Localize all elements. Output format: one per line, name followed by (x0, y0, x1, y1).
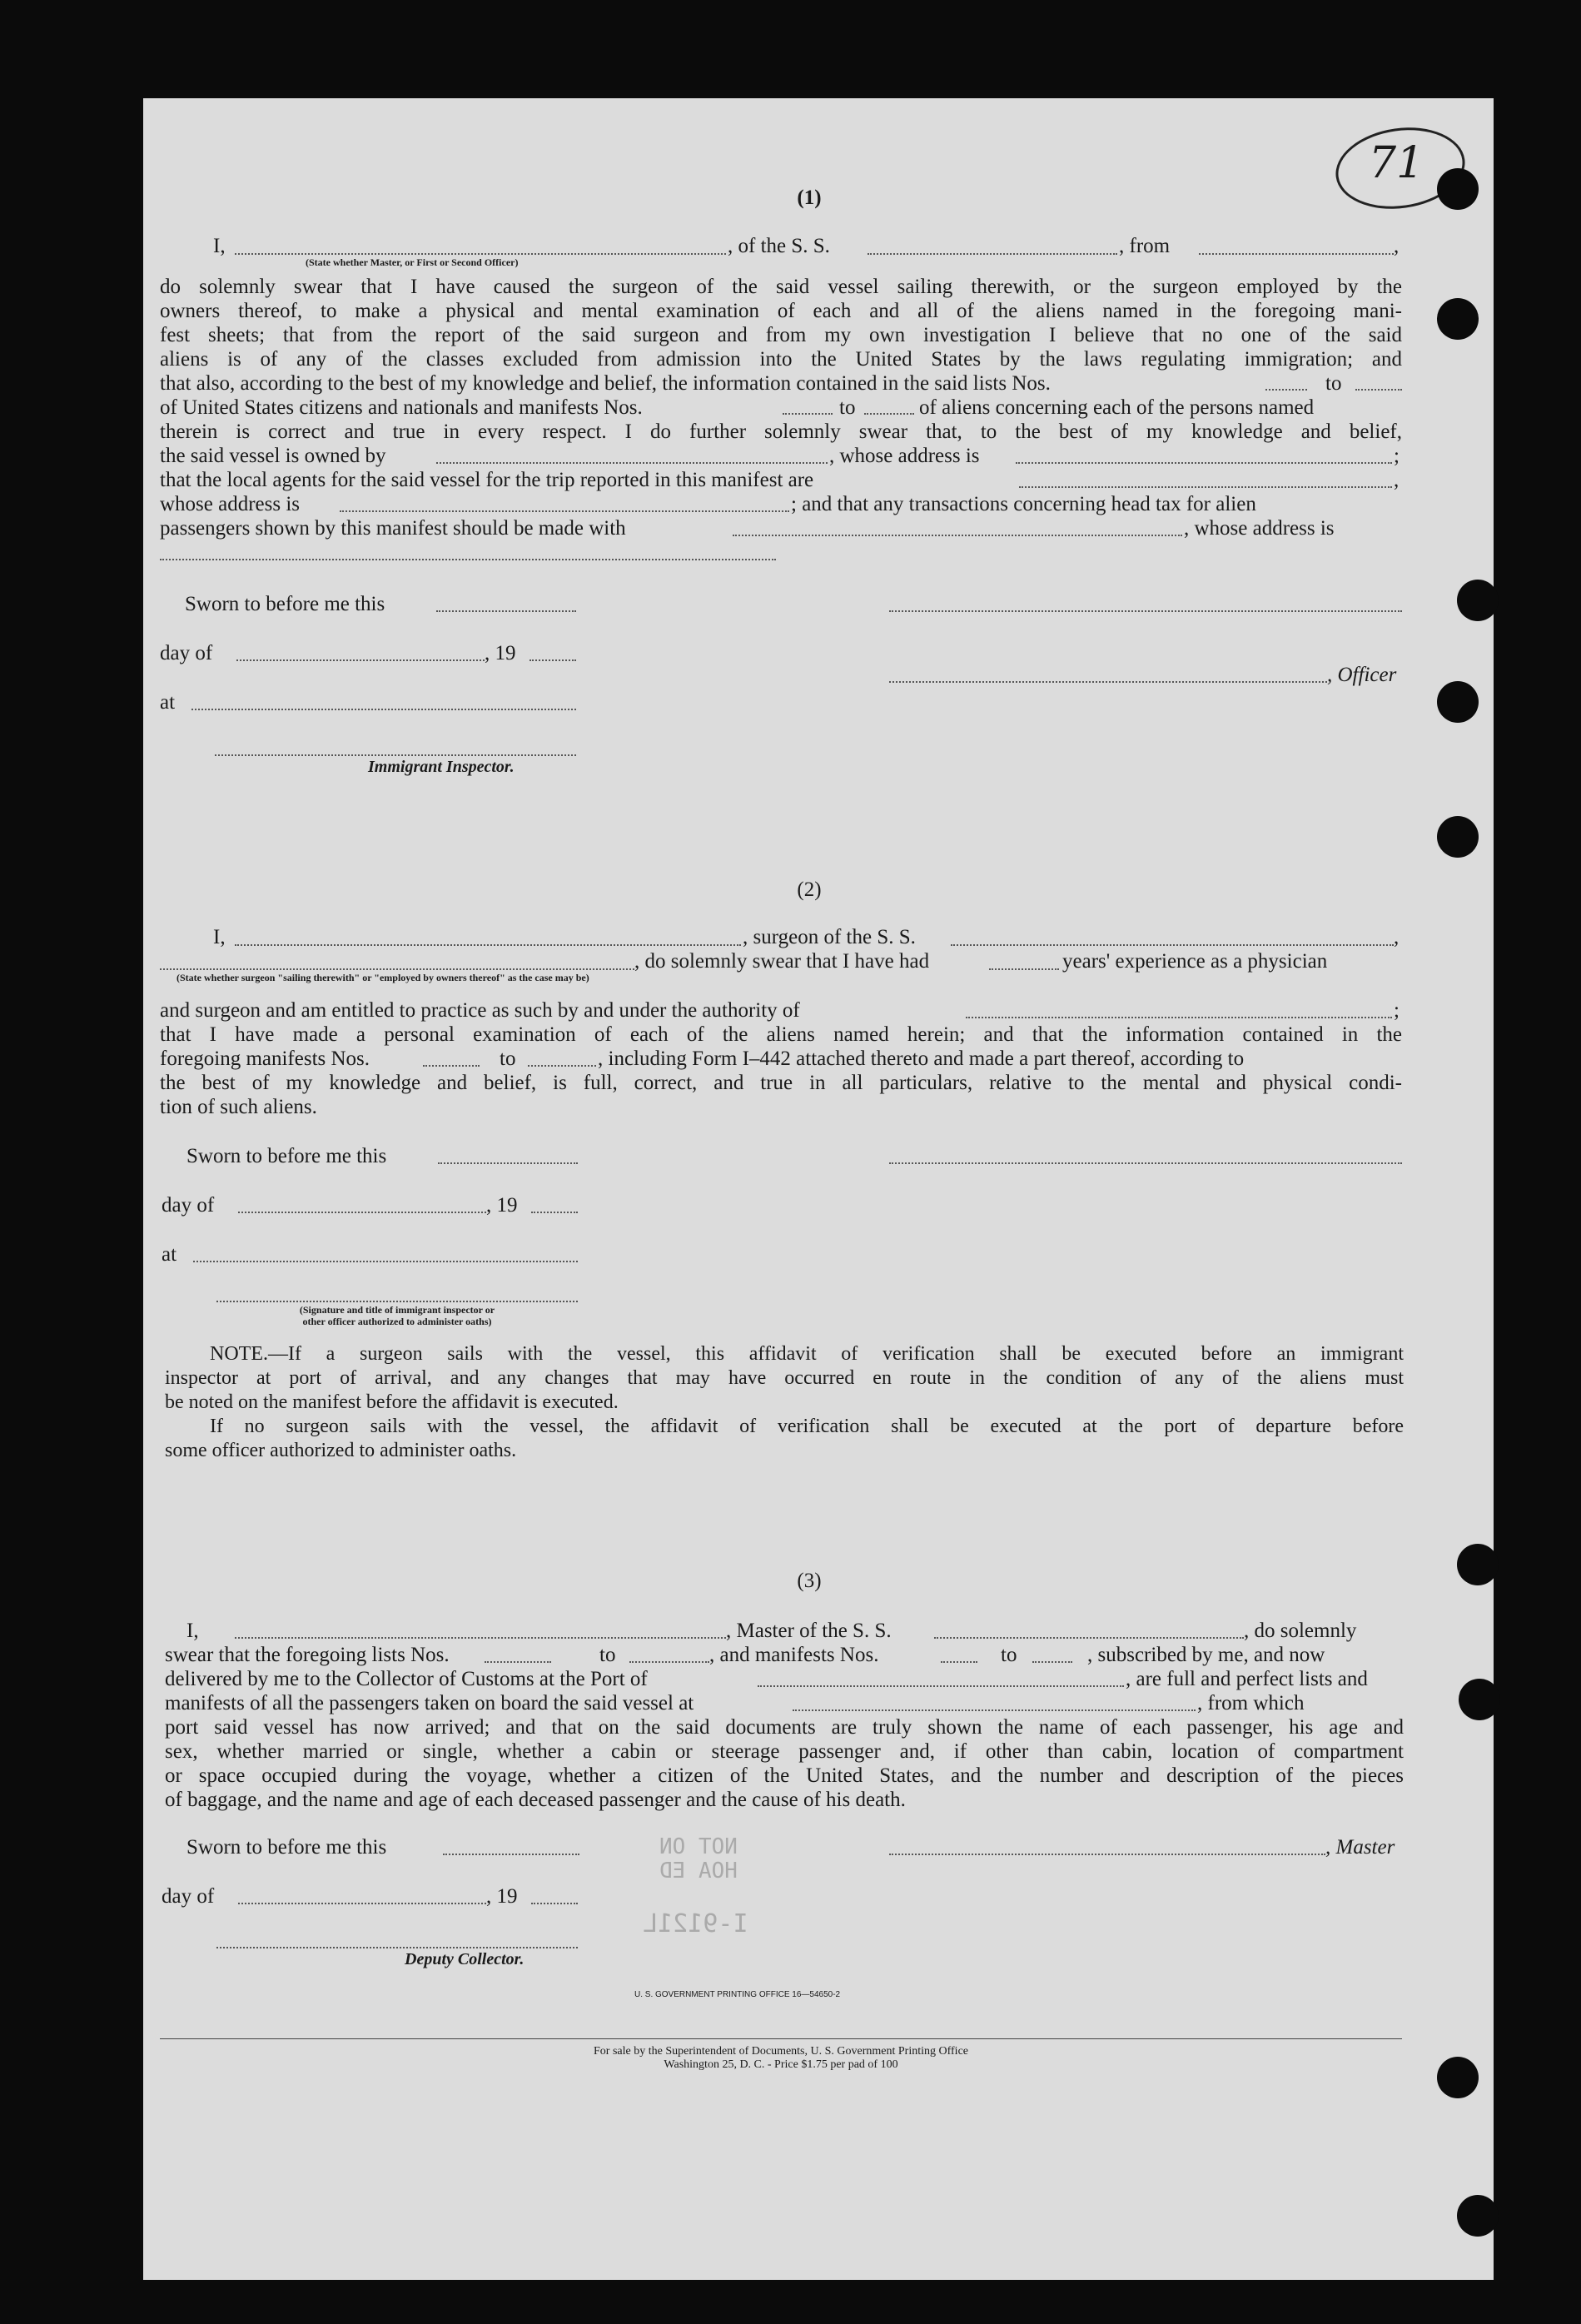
s2-note-5: some officer authorized to administer oaths. (165, 1440, 517, 1461)
s1-officer-blank[interactable] (235, 253, 726, 255)
s1-line-7: therein is correct and true in every respect. I do further solemnly swear that, to the best of my knowledge and belief, (160, 421, 1402, 443)
s1-manifest-to-blank[interactable] (864, 413, 914, 415)
binder-hole-4 (1437, 681, 1479, 723)
s3-collector-sign-blank[interactable] (216, 1947, 578, 1948)
s2-authority-blank[interactable] (966, 1017, 1392, 1018)
s1-officer-sign-blank[interactable] (889, 681, 1327, 683)
s1-inspector-sign-blank[interactable] (215, 754, 576, 756)
s2-surgeon-note: (State whether surgeon "sailing therewith" or "employed by owners thereof" as the case may be) (176, 972, 589, 983)
s3-master-label: , Master (1325, 1836, 1395, 1859)
s1-of-ss: , of the S. S. (728, 235, 830, 257)
section-2-heading: (2) (797, 878, 822, 901)
s1-from: , from (1119, 235, 1171, 257)
page-number: 71 (1369, 138, 1424, 188)
binder-hole-9 (1457, 2195, 1499, 2237)
s1-agents-address-blank[interactable] (340, 510, 789, 512)
s3-collector-label: Deputy Collector. (405, 1950, 525, 1968)
sale-line-1: For sale by the Superintendent of Documents, U. S. Government Printing Office (594, 2045, 968, 2058)
s1-agents-blank[interactable] (1019, 486, 1392, 488)
s1-owner-blank[interactable] (436, 462, 828, 464)
s1-owner-address-blank[interactable] (1016, 462, 1392, 464)
s1-headtax-address-blank[interactable] (160, 559, 776, 560)
form-page: 71 (1) I, , of the S. S. , from , (State whether Master, or First or Second Officer) do solemnly swear that I have caused the surgeon of the said vessel sailing therewith, or the surgeon employed by the owners thereof, to make a physical and mental examination of each and all of the aliens named in the foregoing mani- fest sheets; that from the report of the said surgeon and from my own investigation I believe that no one of the said aliens is of any of the classes excluded from admission into the United States by the laws regulating immigration; and that also, according to the best of my knowledge and belief, the information contained in the said lists Nos. to of United States citizens and nationals and manifests Nos. to of aliens concerning each of the persons named therein is correct and true in every respect. I do further solemnly swear that, to the best of my knowledge and belief, the said vessel is owned by , whose address is ; that the local agents for the said vessel for the trip reported in this manifest are , whose address is ; and that any transactions concerning head tax for alien passengers shown by this manifest should be made with , whose address is Sworn to before me this day of , 19 , Officer at Immigrant Inspector. (2) I, , surgeon of the S. S. , , do solemnly swear that I have had years' experience as a physician (State whether surgeon "sailing therewith" or "employed by owners thereof" as the case may be) and surgeon and am entitled to practice as such by and under the authority of ; that I have made a personal examination of each of the aliens named herein; and that the information contained in the foregoing manifests Nos. to , including Form I–442 attached thereto and made a part thereof, according to the best of my knowledge and belief, is full, correct, and true in all particulars, relative to the mental and physical condi- tion of such aliens. Sworn to before me this day of , 19 at (Signature and title of immigrant inspector or other officer authorized to administer oaths) NOTE.—If a surgeon sails with the vessel, this affidavit of verification shall be executed before an immigrant inspector at port of arrival, and any changes that may have occurred en route in the condition of any of the aliens must be noted on the manifest before the affidavit is executed. If no surgeon sails with the vessel, the affidavit of verification shall be executed at the port of departure before some officer authorized to administer oaths. (3) I, , Master of the S. S. , do solemnly swear that the foregoing lists Nos. to , and manifests Nos. to , subscribed by me, and now delivered by me to the Collector of Customs at the Port of , are full and perfect lists and manifests of all the passengers taken on board the said vessel at , from which port said vessel has now arrived; and that on the said documents are truly shown the name of each passenger, his age and sex, whether married or single, whether a cabin or steerage passenger and, if other than cabin, location of compartment or space occupied during the voyage, whether a citizen of the United States, and the number and description of the pieces of baggage, and the name and age of each deceased passenger and the cause of his death. Sworn to before me this , Master day of , 19 Deputy Collector. NOT ON HOA ED I-9121L U. S. GOVERNMENT PRINTING OFFICE 16—54650-2 For sale by the Superintendent of Documents, U. S. Government Printing Office Washington 25, D. C. - Price $1.75 per pad of 100 (143, 98, 1494, 2280)
s3-ship-blank[interactable] (934, 1637, 1244, 1639)
binder-hole-3 (1457, 580, 1499, 621)
s1-line-1: do solemnly swear that I have caused the surgeon of the said vessel sailing therewith, or the surgeon employed by the (160, 276, 1402, 298)
binder-hole-8 (1437, 2057, 1479, 2098)
s1-ship-blank[interactable] (868, 253, 1117, 255)
s1-line-4: aliens is of any of the classes excluded from admission into the United States by the laws regulating immigration; and (160, 348, 1402, 371)
s2-note-1: NOTE.—If a surgeon sails with the vessel, this affidavit of verification shall be executed before an immigrant (210, 1343, 1404, 1365)
s1-lists-to-blank[interactable] (1355, 389, 1402, 391)
s1-signature-blank[interactable] (889, 610, 1402, 612)
s1-line-5: that also, according to the best of my knowledge and belief, the information contained in the said lists Nos. (160, 372, 1051, 395)
binder-hole-7 (1459, 1679, 1500, 1720)
s1-line-6a: of United States citizens and nationals and manifests Nos. (160, 396, 643, 419)
s2-note-3: be noted on the manifest before the affidavit is executed. (165, 1391, 619, 1413)
section-1-heading: (1) (797, 187, 822, 209)
s2-note-4: If no surgeon sails with the vessel, the affidavit of verification shall be executed at the port of departure before (210, 1416, 1404, 1437)
binder-hole-2 (1437, 298, 1479, 340)
sale-line-2: Washington 25, D. C. - Price $1.75 per pad of 100 (664, 2058, 898, 2071)
s3-master-sign-blank[interactable] (889, 1854, 1325, 1855)
s2-note-2: inspector at port of arrival, and any changes that may have occurred en route in the condition of any of the aliens must (165, 1367, 1404, 1389)
s1-officer-label: , Officer (1327, 664, 1397, 686)
s1-inspector-label: Immigrant Inspector. (368, 758, 515, 776)
binder-hole-5 (1437, 816, 1479, 858)
s1-i: I, (213, 235, 226, 257)
s2-signature-blank[interactable] (889, 1162, 1402, 1164)
s3-port-blank[interactable] (758, 1685, 1124, 1687)
section-3-heading: (3) (797, 1570, 822, 1592)
s3-boarding-port-blank[interactable] (793, 1709, 1196, 1711)
s1-headtax-blank[interactable] (733, 535, 1182, 536)
s1-line-2: owners thereof, to make a physical and mental examination of each and all of the aliens named in the foregoing mani- (160, 300, 1402, 322)
binder-hole-1 (1437, 168, 1479, 210)
binder-hole-6 (1457, 1544, 1499, 1585)
s2-ship-blank[interactable] (951, 944, 1394, 946)
footer-rule (160, 2038, 1402, 2039)
s2-years-blank[interactable] (989, 968, 1059, 970)
s1-manifest-from-blank[interactable] (783, 413, 833, 415)
gpo-imprint: U. S. GOVERNMENT PRINTING OFFICE 16—54650-2 (634, 1990, 841, 1999)
s1-lists-from-blank[interactable] (1265, 389, 1307, 391)
s1-sworn: Sworn to before me this (185, 593, 385, 615)
s1-line-3: fest sheets; that from the report of the said surgeon and from my own investigation I believe that no one of the said (160, 324, 1402, 346)
s1-officer-note: (State whether Master, or First or Second Officer) (306, 256, 519, 268)
s1-from-blank[interactable] (1199, 253, 1394, 255)
